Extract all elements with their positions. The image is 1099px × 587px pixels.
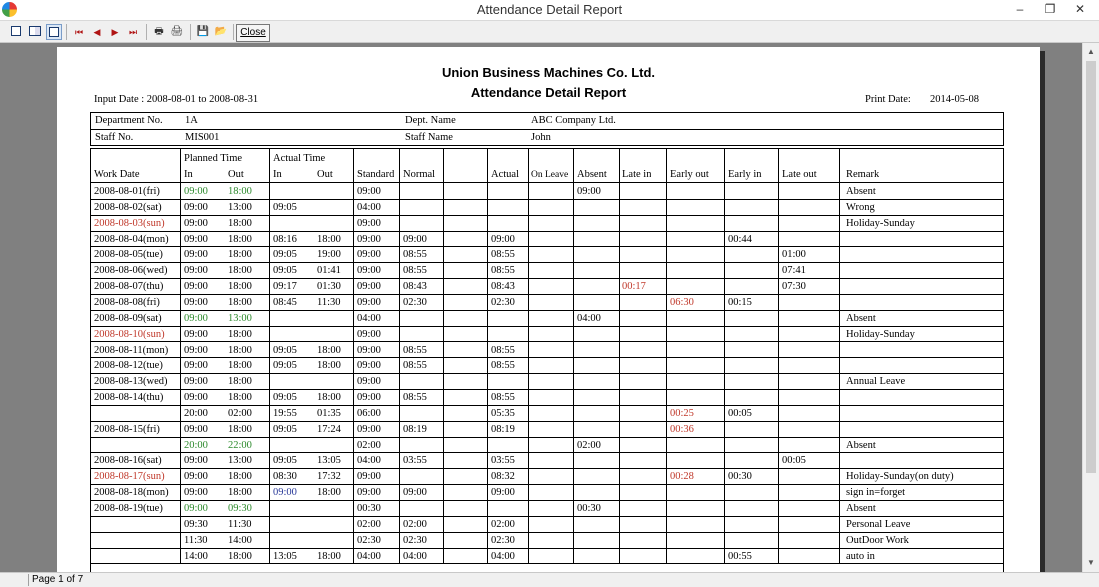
cell-p-out: 18:00 [228, 217, 252, 229]
window-title: Attendance Detail Report [476, 2, 623, 17]
prev-page-icon[interactable]: ◀ [93, 27, 101, 37]
cell-p-out: 22:00 [228, 439, 252, 451]
cell-remark: Absent [846, 312, 876, 324]
cell-early-out: 00:28 [670, 471, 694, 483]
cell-p-out: 18:00 [228, 186, 252, 197]
cell-remark: Holiday-Sunday(on duty) [846, 471, 954, 483]
cell-p-out: 18:00 [228, 376, 252, 388]
cell-a-in: 08:16 [273, 233, 297, 245]
table-row [91, 263, 1004, 279]
cell-p-in: 09:00 [184, 328, 208, 340]
cell-p-out: 18:00 [228, 487, 252, 499]
save-icon[interactable]: 💾 [196, 26, 210, 37]
cell-early-out: 00:36 [670, 423, 694, 435]
col-early-out: Early out [670, 169, 709, 180]
toolbar-separator [233, 24, 234, 40]
cell-early-in: 00:05 [728, 407, 752, 419]
cell-p-out: 18:00 [228, 296, 252, 308]
cell-date: 2008-08-12(tue) [94, 360, 163, 372]
cell-late-out: 01:00 [782, 249, 806, 261]
cell-normal: 08:43 [403, 281, 427, 293]
cell-a-in: 09:05 [273, 344, 297, 356]
maximize-button[interactable]: ❐ [1044, 2, 1056, 16]
table-row [91, 327, 1004, 343]
cell-p-in: 09:00 [184, 487, 208, 499]
col-standard: Standard [357, 169, 395, 180]
cell-std: 09:00 [357, 233, 381, 245]
cell-std: 02:00 [357, 518, 381, 530]
cell-p-out: 18:00 [228, 550, 252, 562]
table-row [91, 374, 1004, 390]
cell-std: 09:00 [357, 265, 381, 277]
cell-p-in: 09:00 [184, 344, 208, 356]
dept-name-label: Dept. Name [405, 115, 456, 126]
col-work-date: Work Date [94, 169, 140, 180]
cell-date: 2008-08-03(sun) [94, 217, 165, 229]
dept-name: ABC Company Ltd. [531, 115, 616, 126]
cell-p-out: 02:00 [228, 407, 252, 419]
print-date: 2014-05-08 [930, 94, 979, 105]
cell-actual: 05:35 [491, 407, 515, 419]
cell-a-in: 08:30 [273, 471, 297, 483]
cell-remark: OutDoor Work [846, 534, 909, 546]
report-page [57, 47, 1040, 572]
cell-a-out: 17:32 [317, 471, 341, 483]
col-normal: Normal [403, 169, 436, 180]
cell-a-out: 18:00 [317, 360, 341, 372]
cell-std: 09:00 [357, 281, 381, 293]
table-row [91, 485, 1004, 501]
table-row [91, 469, 1004, 485]
close-window-button[interactable]: ✕ [1074, 2, 1086, 16]
cell-normal: 09:00 [403, 487, 427, 499]
cell-a-in: 19:55 [273, 407, 297, 419]
cell-normal: 08:55 [403, 265, 427, 277]
toolbar-separator [190, 24, 191, 40]
cell-p-out: 11:30 [228, 518, 252, 530]
cell-p-out: 18:00 [228, 344, 252, 356]
cell-a-in: 09:17 [273, 281, 297, 293]
cell-a-in: 08:45 [273, 296, 297, 308]
col-absent: Absent [577, 169, 607, 180]
cell-a-in: 09:05 [273, 201, 297, 213]
cell-remark: sign in=forget [846, 487, 906, 499]
status-bar [0, 572, 1099, 587]
cell-remark: Absent [846, 503, 876, 514]
cell-actual: 04:00 [491, 550, 515, 562]
col-remark: Remark [846, 169, 880, 180]
cell-std: 06:00 [357, 407, 381, 419]
cell-p-out: 18:00 [228, 423, 252, 435]
cell-p-in: 09:00 [184, 455, 208, 467]
table-header [91, 149, 1003, 183]
cell-p-out: 18:00 [228, 265, 252, 277]
scroll-down-icon[interactable]: ▼ [1087, 558, 1095, 567]
cell-date: 2008-08-10(sun) [94, 328, 165, 340]
cell-p-in: 09:00 [184, 217, 208, 229]
cell-p-in: 09:00 [184, 186, 208, 197]
cell-std: 09:00 [357, 296, 381, 308]
cell-p-out: 18:00 [228, 233, 252, 245]
attendance-table [90, 148, 1004, 572]
dept-no-label: Department No. [95, 115, 163, 126]
cell-date: 2008-08-09(sat) [94, 312, 162, 324]
cell-a-in: 09:05 [273, 423, 297, 435]
cell-date: 2008-08-08(fri) [94, 296, 160, 308]
cell-p-in: 09:30 [184, 518, 208, 530]
cell-actual: 08:55 [491, 360, 515, 372]
report-title: Attendance Detail Report [470, 85, 627, 100]
cell-date: 2008-08-05(tue) [94, 249, 163, 261]
table-row [91, 279, 1004, 295]
cell-absent: 09:00 [577, 186, 601, 197]
col-planned-out: Out [228, 169, 244, 180]
table-row [91, 311, 1004, 327]
two-page-icon[interactable] [27, 24, 43, 40]
col-planned-in: In [184, 169, 193, 180]
cell-actual: 08:55 [491, 265, 515, 277]
cell-p-in: 09:00 [184, 233, 208, 245]
next-page-icon[interactable]: ▶ [111, 27, 119, 37]
table-row [91, 453, 1004, 469]
cell-a-out: 18:00 [317, 344, 341, 356]
company-name: Union Business Machines Co. Ltd. [441, 65, 656, 80]
cell-std: 04:00 [357, 201, 381, 213]
cell-actual: 02:30 [491, 534, 515, 546]
print-date-label: Print Date: [865, 94, 911, 105]
cell-p-out: 18:00 [228, 328, 252, 340]
cell-a-out: 18:00 [317, 487, 341, 499]
cell-normal: 02:30 [403, 534, 427, 546]
cell-std: 00:30 [357, 503, 381, 514]
cell-remark: Holiday-Sunday [846, 328, 915, 340]
cell-a-out: 18:00 [317, 233, 341, 245]
cell-normal: 03:55 [403, 455, 427, 467]
cell-p-in: 20:00 [184, 407, 208, 419]
cell-a-out: 19:00 [317, 249, 341, 261]
cell-date: 2008-08-11(mon) [94, 344, 169, 356]
cell-normal: 02:00 [403, 518, 427, 530]
cell-p-out: 13:00 [228, 312, 252, 324]
multi-page-icon[interactable] [46, 24, 62, 40]
cell-p-in: 09:00 [184, 376, 208, 388]
cell-remark: Wrong [846, 201, 875, 213]
cell-normal: 04:00 [403, 550, 427, 562]
cell-p-out: 14:00 [228, 534, 252, 546]
cell-a-out: 18:00 [317, 550, 341, 562]
table-row [91, 295, 1004, 311]
cell-a-out: 13:05 [317, 455, 341, 467]
cell-remark: Annual Leave [846, 376, 906, 388]
cell-date: 2008-08-07(thu) [94, 281, 164, 293]
minimize-button[interactable]: – [1016, 2, 1024, 16]
input-date: Input Date : 2008-08-01 to 2008-08-31 [94, 94, 259, 105]
cell-p-out: 18:00 [228, 360, 252, 372]
cell-p-in: 09:00 [184, 312, 208, 324]
cell-remark: auto in [846, 550, 875, 562]
table-row [91, 438, 1004, 454]
print-icon[interactable]: 🖨 [170, 26, 184, 37]
cell-p-out: 13:00 [228, 455, 252, 467]
page-shadow [1040, 51, 1045, 572]
cell-a-out: 01:35 [317, 407, 341, 419]
staff-name: John [531, 132, 551, 143]
cell-actual: 03:55 [491, 455, 515, 467]
cell-p-in: 09:00 [184, 423, 208, 435]
cell-a-out: 17:24 [317, 423, 341, 435]
cell-remark: Holiday-Sunday [846, 217, 915, 229]
col-on-leave: On Leave [531, 170, 569, 180]
cell-remark: Absent [846, 439, 876, 451]
cell-date: 2008-08-16(sat) [94, 455, 162, 467]
cell-normal: 08:55 [403, 344, 427, 356]
table-row [91, 406, 1004, 422]
print-setup-icon[interactable]: 🖶 [154, 26, 164, 37]
cell-std: 09:00 [357, 487, 381, 499]
cell-p-in: 09:00 [184, 249, 208, 261]
cell-absent: 00:30 [577, 503, 601, 514]
cell-p-in: 11:30 [184, 534, 208, 546]
table-row [91, 232, 1004, 248]
cell-a-out: 11:30 [317, 296, 341, 308]
last-page-icon[interactable]: ⏭ [128, 27, 138, 37]
cell-date: 2008-08-15(fri) [94, 423, 160, 435]
cell-a-in: 09:05 [273, 265, 297, 277]
cell-date: 2008-08-18(mon) [94, 487, 169, 499]
scroll-thumb[interactable] [1086, 61, 1096, 473]
cell-normal: 08:55 [403, 360, 427, 372]
table-row [91, 390, 1004, 406]
cell-p-in: 09:00 [184, 392, 208, 404]
cell-actual: 02:30 [491, 296, 515, 308]
staff-no: MIS001 [185, 132, 220, 143]
table-row [91, 247, 1004, 263]
table-row [91, 358, 1004, 374]
cell-a-in: 09:05 [273, 392, 297, 404]
table-row [91, 517, 1004, 533]
cell-early-out: 06:30 [670, 296, 694, 308]
cell-p-in: 09:00 [184, 201, 208, 213]
toolbar-separator [146, 24, 147, 40]
cell-absent: 04:00 [577, 312, 601, 324]
cell-std: 09:00 [357, 360, 381, 372]
cell-std: 09:00 [357, 328, 381, 340]
cell-early-in: 00:44 [728, 233, 752, 245]
cell-actual: 08:55 [491, 344, 515, 356]
cell-p-in: 09:00 [184, 281, 208, 293]
cell-date: 2008-08-17(sun) [94, 471, 165, 483]
cell-p-out: 09:30 [228, 503, 252, 514]
col-actual-in: In [273, 169, 282, 180]
cell-p-in: 14:00 [184, 550, 208, 562]
cell-remark: Personal Leave [846, 518, 911, 530]
col-actual: Actual [491, 169, 519, 180]
cell-p-in: 09:00 [184, 471, 208, 483]
cell-normal: 08:55 [403, 249, 427, 261]
toolbar [0, 21, 1099, 43]
dept-no: 1A [185, 115, 198, 126]
vertical-scrollbar[interactable] [1082, 43, 1099, 572]
cell-std: 09:00 [357, 392, 381, 404]
table-row [91, 533, 1004, 549]
cell-actual: 08:43 [491, 281, 515, 293]
table-row [91, 184, 1004, 200]
cell-normal: 09:00 [403, 233, 427, 245]
cell-std: 04:00 [357, 312, 381, 324]
cell-late-out: 07:41 [782, 265, 806, 277]
cell-p-out: 18:00 [228, 249, 252, 261]
cell-early-out: 00:25 [670, 407, 694, 419]
single-page-icon[interactable] [8, 24, 24, 40]
cell-p-in: 09:00 [184, 503, 208, 514]
table-row [91, 343, 1004, 359]
cell-actual: 08:55 [491, 249, 515, 261]
scroll-up-icon[interactable]: ▲ [1087, 47, 1095, 56]
title-bar [0, 0, 1099, 21]
cell-a-in: 09:00 [273, 487, 297, 499]
cell-normal: 08:19 [403, 423, 427, 435]
col-planned-time: Planned Time [184, 153, 243, 164]
cell-early-in: 00:55 [728, 550, 752, 562]
staff-info-box [90, 112, 1004, 146]
cell-actual: 09:00 [491, 487, 515, 499]
staff-no-label: Staff No. [95, 132, 134, 143]
cell-late-out: 07:30 [782, 281, 806, 293]
cell-a-out: 01:30 [317, 281, 341, 293]
cell-p-out: 18:00 [228, 471, 252, 483]
cell-std: 09:00 [357, 376, 381, 388]
cell-normal: 02:30 [403, 296, 427, 308]
table-row [91, 200, 1004, 216]
col-actual-out: Out [317, 169, 333, 180]
col-early-in: Early in [728, 169, 762, 180]
toolbar-separator [66, 24, 67, 40]
cell-actual: 02:00 [491, 518, 515, 530]
cell-std: 09:00 [357, 217, 381, 229]
col-late-in: Late in [622, 169, 652, 180]
staff-name-label: Staff Name [405, 132, 453, 143]
table-row [91, 422, 1004, 438]
cell-date: 2008-08-06(wed) [94, 265, 168, 277]
page-indicator: Page 1 of 7 [32, 574, 84, 585]
table-row [91, 549, 1004, 565]
first-page-icon[interactable]: ⏮ [74, 27, 84, 37]
cell-date: 2008-08-13(wed) [94, 376, 168, 388]
cell-std: 04:00 [357, 550, 381, 562]
cell-p-out: 18:00 [228, 392, 252, 404]
cell-std: 02:30 [357, 534, 381, 546]
cell-date: 2008-08-01(fri) [94, 186, 160, 197]
cell-std: 09:00 [357, 249, 381, 261]
cell-p-in: 09:00 [184, 265, 208, 277]
preview-area [0, 43, 1082, 572]
cell-a-in: 09:05 [273, 455, 297, 467]
col-late-out: Late out [782, 169, 817, 180]
cell-normal: 08:55 [403, 392, 427, 404]
cell-std: 09:00 [357, 344, 381, 356]
cell-date: 2008-08-14(thu) [94, 392, 164, 404]
cell-p-out: 18:00 [228, 281, 252, 293]
cell-a-out: 18:00 [317, 392, 341, 404]
col-actual-time: Actual Time [273, 153, 326, 164]
cell-date: 2008-08-04(mon) [94, 233, 169, 245]
cell-late-out: 00:05 [782, 455, 806, 467]
cell-actual: 08:32 [491, 471, 515, 483]
table-row [91, 501, 1004, 517]
cell-p-out: 13:00 [228, 201, 252, 213]
close-button[interactable]: Close [236, 24, 270, 42]
cell-date: 2008-08-19(tue) [94, 503, 163, 514]
cell-a-in: 09:05 [273, 249, 297, 261]
cell-actual: 09:00 [491, 233, 515, 245]
cell-absent: 02:00 [577, 439, 601, 451]
cell-date: 2008-08-02(sat) [94, 201, 162, 213]
cell-p-in: 20:00 [184, 439, 208, 451]
cell-actual: 08:19 [491, 423, 515, 435]
open-icon[interactable]: 📂 [214, 26, 228, 37]
cell-std: 02:00 [357, 439, 381, 451]
cell-a-in: 09:05 [273, 360, 297, 372]
cell-early-in: 00:15 [728, 296, 752, 308]
cell-a-out: 01:41 [317, 265, 341, 277]
cell-std: 04:00 [357, 455, 381, 467]
cell-std: 09:00 [357, 423, 381, 435]
cell-p-in: 09:00 [184, 296, 208, 308]
cell-actual: 08:55 [491, 392, 515, 404]
cell-std: 09:00 [357, 186, 381, 197]
cell-p-in: 09:00 [184, 360, 208, 372]
cell-std: 09:00 [357, 471, 381, 483]
cell-remark: Absent [846, 186, 876, 197]
cell-early-in: 00:30 [728, 471, 752, 483]
cell-late-in: 00:17 [622, 281, 646, 293]
table-row [91, 216, 1004, 232]
cell-a-in: 13:05 [273, 550, 297, 562]
